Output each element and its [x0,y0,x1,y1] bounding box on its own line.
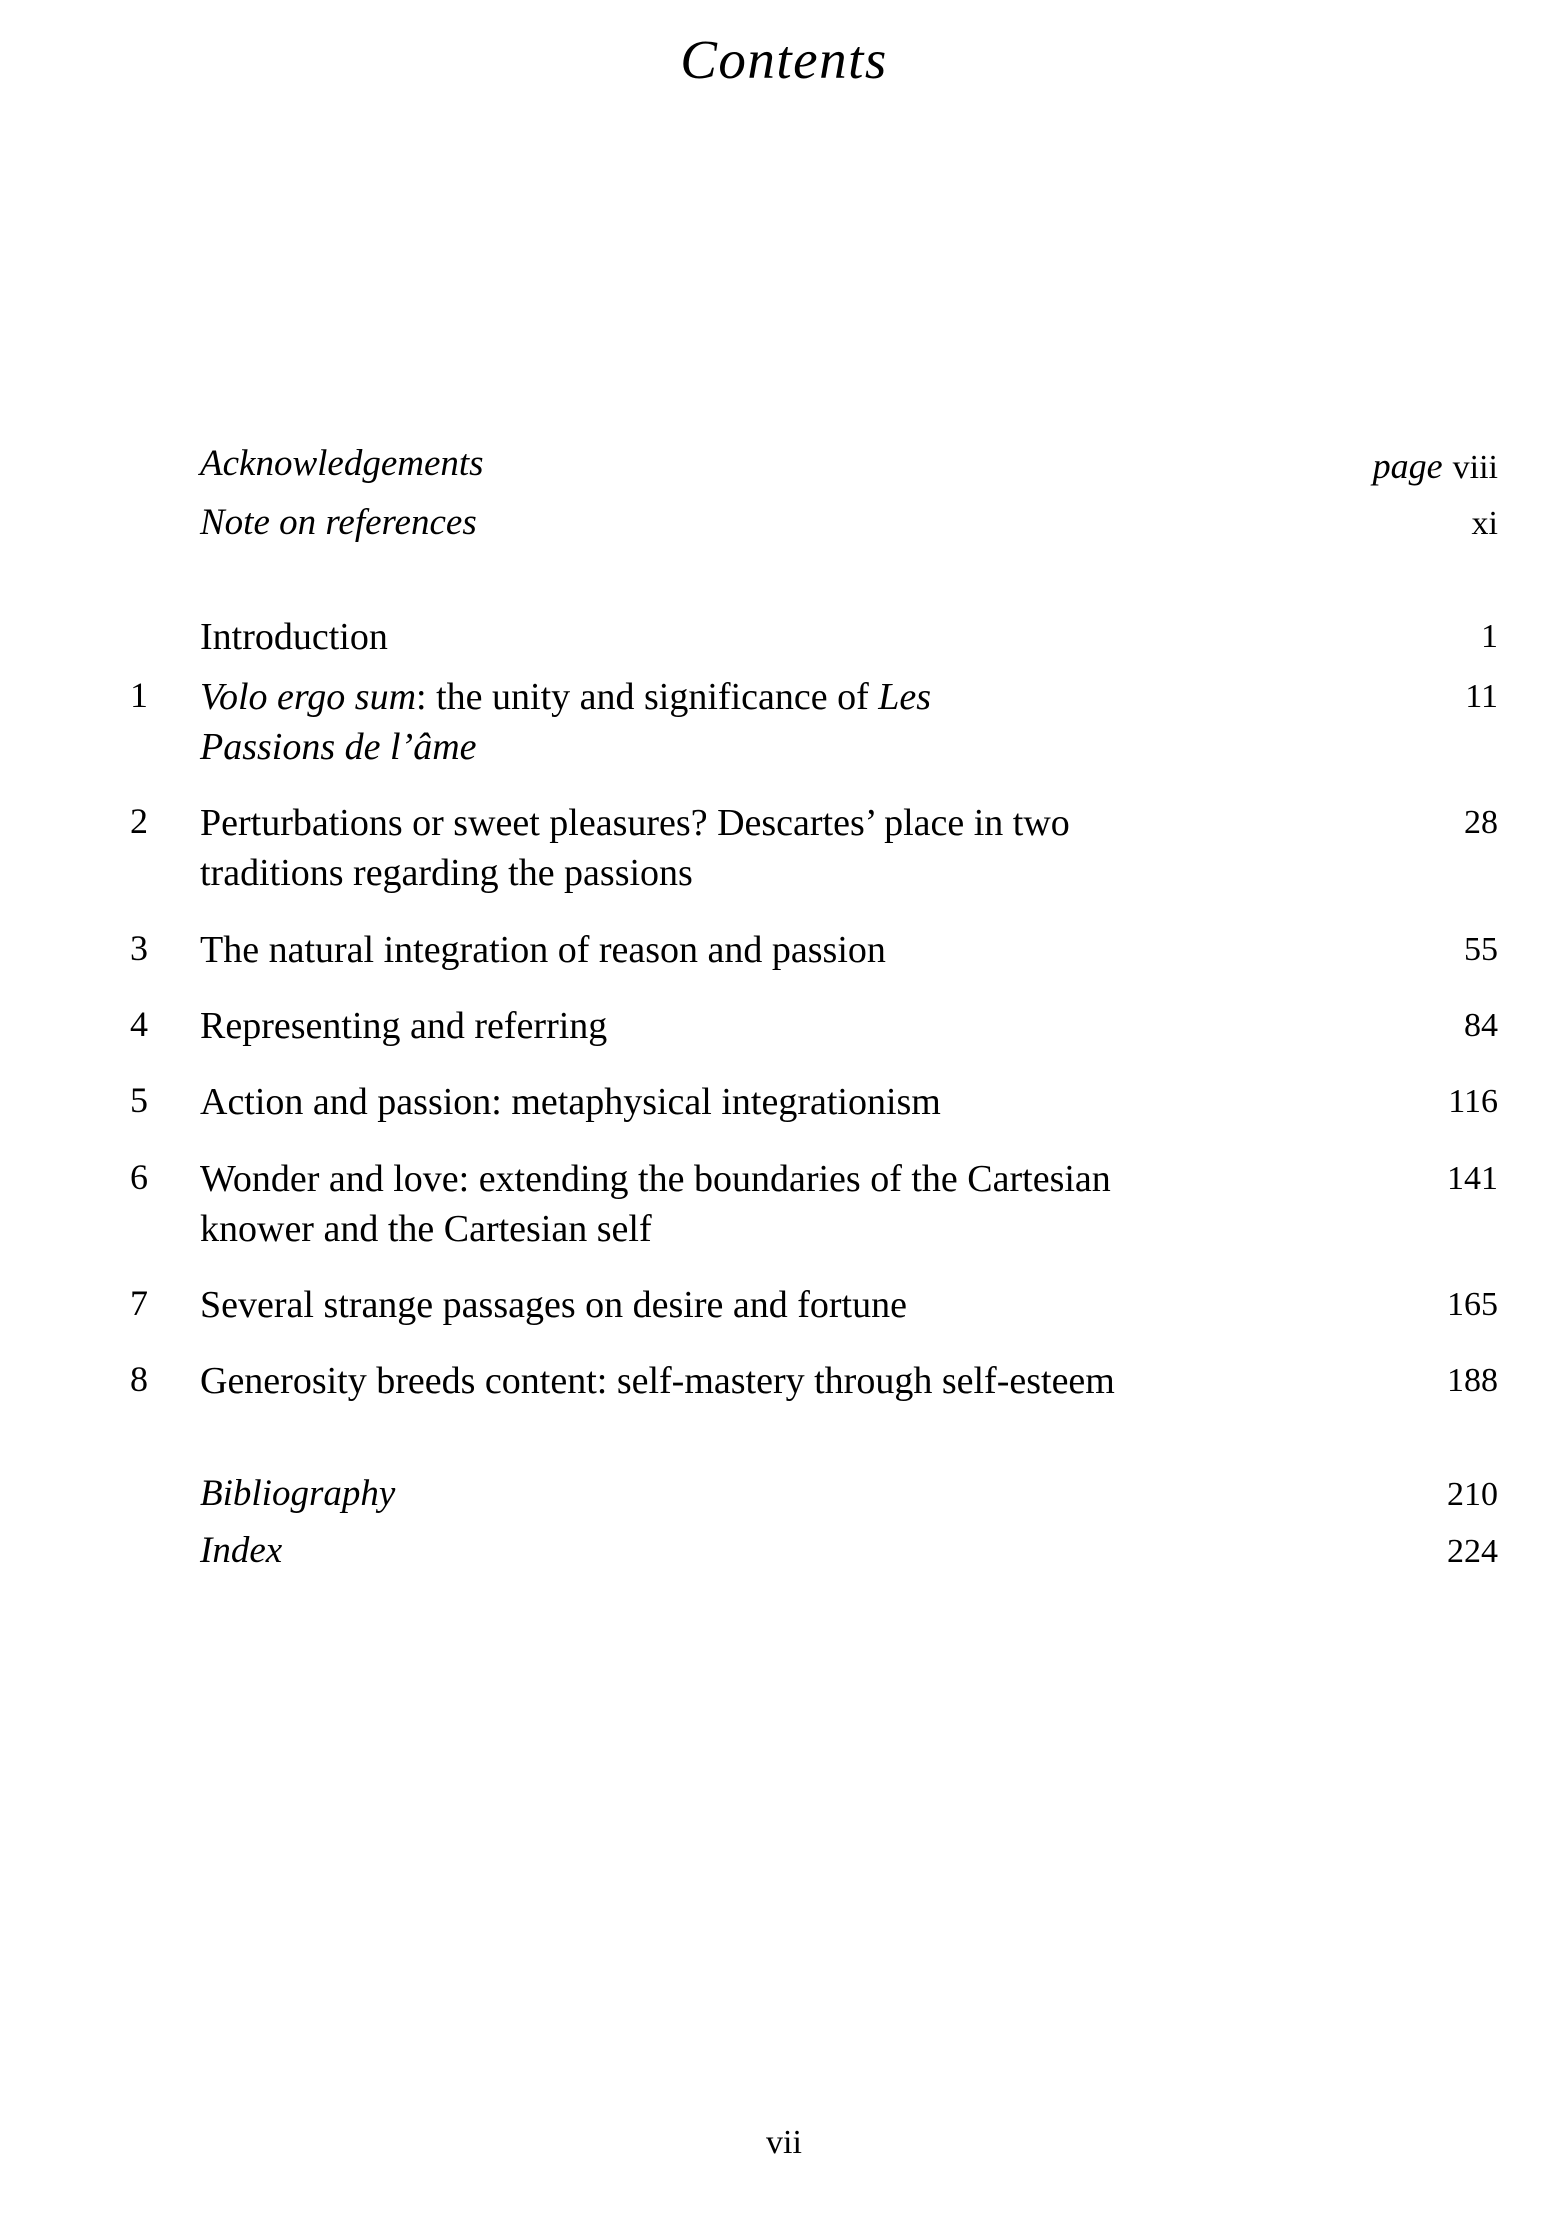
page-title: Contents [680,29,888,90]
entry-page-number [1308,925,1498,975]
entry-title: Several strange passages on desire and fortune [200,1283,907,1326]
toc-entry-chapter-3[interactable] [108,925,1498,975]
page-label: page [1372,446,1443,486]
entry-title: Introduction [200,615,388,658]
toc-entry-introduction[interactable] [108,612,1498,662]
toc-entry-index[interactable] [108,1527,1498,1577]
entry-title: Acknowledgements [200,443,484,484]
page-value: 165 [1447,1285,1498,1323]
entry-title-line1: Wonder and love: extending the boundaries of the Cartesian [200,1157,1111,1200]
page-value: 116 [1448,1083,1498,1121]
entry-title [200,1154,1308,1254]
entry-page-number [1308,1077,1498,1127]
page-folio: vii [766,2124,802,2161]
toc-entry-chapter-4[interactable] [108,1001,1498,1051]
entry-title-line1: Perturbations or sweet pleasures? Descartes’ place in two [200,802,1070,845]
entry-title [200,798,1308,898]
entry-page-number [1308,1001,1498,1051]
entry-title-roman: : the unity and significance of [416,675,879,718]
page-value: 210 [1447,1476,1498,1514]
entry-page-number [1308,440,1498,493]
entry-title-line2: knower and the Cartesian self [200,1207,652,1250]
entry-page-number [1308,798,1498,848]
page-value: viii [1452,449,1498,486]
entry-title: Action and passion: metaphysical integrationism [200,1081,941,1124]
spacer [108,1432,1498,1470]
table-of-contents [108,440,1498,1583]
entry-page-number [1308,1154,1498,1204]
entry-page-number [1308,672,1498,722]
toc-entry-chapter-7[interactable] [108,1280,1498,1330]
toc-entry-chapter-8[interactable] [108,1356,1498,1406]
page-value: 84 [1464,1006,1498,1044]
chapter-number: 4 [130,1003,148,1044]
entry-title-italic-2: Les [878,675,932,718]
page-value: 11 [1465,677,1498,715]
entry-title: Index [200,1529,283,1571]
page-value: 28 [1464,804,1498,842]
toc-entry-chapter-5[interactable] [108,1077,1498,1127]
toc-entry-bibliography[interactable] [108,1470,1498,1520]
page-value: 1 [1481,617,1498,655]
entry-title: Generosity breeds content: self-mastery through self-esteem [200,1360,1115,1403]
entry-page-number [1308,612,1498,662]
entry-page-number [1308,499,1498,549]
chapter-number: 8 [130,1359,148,1400]
toc-entry-chapter-6[interactable] [108,1154,1498,1254]
toc-entry-acknowledgements[interactable] [108,440,1498,493]
entry-title-line2-italic: Passions de l’âme [200,726,477,769]
entry-title: Note on references [200,502,477,544]
page-value: 224 [1447,1532,1498,1570]
page-value: xi [1471,505,1498,543]
chapter-number: 3 [130,927,148,968]
entry-page-number [1308,1470,1498,1520]
toc-entry-chapter-1[interactable] [108,672,1498,772]
chapter-number: 1 [130,674,148,715]
page-value: 55 [1464,930,1498,968]
entry-title: The natural integration of reason and passion [200,928,886,971]
entry-page-number [1308,1280,1498,1330]
chapter-number: 6 [130,1156,148,1197]
chapter-number: 7 [130,1282,148,1323]
entry-page-number [1308,1527,1498,1577]
entry-page-number [1308,1356,1498,1406]
chapter-number: 5 [130,1080,148,1121]
page-value: 188 [1447,1362,1498,1400]
entry-title: Bibliography [200,1473,396,1515]
page-value: 141 [1447,1159,1498,1197]
spacer [108,556,1498,612]
toc-entry-note-on-references[interactable] [108,499,1498,549]
entry-title [200,672,1308,772]
entry-title: Representing and referring [200,1004,608,1047]
chapter-number: 2 [130,801,148,842]
entry-title-line2: traditions regarding the passions [200,852,693,895]
toc-entry-chapter-2[interactable] [108,798,1498,898]
entry-title-italic: Volo ergo sum [200,675,417,718]
